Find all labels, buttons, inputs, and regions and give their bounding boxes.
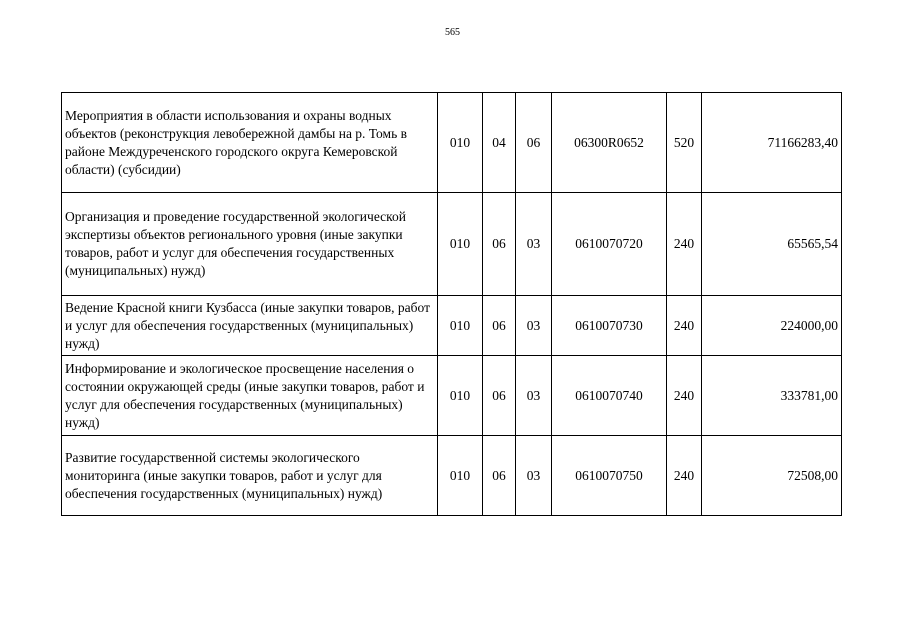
row-description: Информирование и экологическое просвещение населения о состоянии окружающей среды (иные закупки товаров, работ и услуг для обеспечения государственных (муниципальных) нужд) (62, 356, 438, 436)
ministry-code: 010 (438, 93, 483, 193)
table-row (62, 193, 842, 296)
amount: 71166283,40 (702, 93, 842, 193)
target-code: 06300R0652 (552, 93, 667, 193)
table-row (62, 296, 842, 356)
section-code: 06 (483, 436, 516, 516)
row-description: Развитие государственной системы экологического мониторинга (иные закупки товаров, работ и услуг для обеспечения государственных (муниципальных) нужд) (62, 436, 438, 516)
subsection-code: 03 (516, 436, 552, 516)
target-code: 0610070750 (552, 436, 667, 516)
subsection-code: 03 (516, 193, 552, 296)
row-description: Ведение Красной книги Кузбасса (иные закупки товаров, работ и услуг для обеспечения государственных (муниципальных) нужд) (62, 296, 438, 356)
ministry-code: 010 (438, 356, 483, 436)
ministry-code: 010 (438, 193, 483, 296)
expense-type-code: 240 (667, 296, 702, 356)
target-code: 0610070720 (552, 193, 667, 296)
amount: 224000,00 (702, 296, 842, 356)
amount: 72508,00 (702, 436, 842, 516)
ministry-code: 010 (438, 436, 483, 516)
page-number: 565 (445, 27, 460, 38)
row-description: Организация и проведение государственной экологической экспертизы объектов регионального уровня (иные закупки товаров, работ и услуг для обеспечения государственных (муниципальных) нужд) (62, 193, 438, 296)
section-code: 06 (483, 296, 516, 356)
target-code: 0610070730 (552, 296, 667, 356)
subsection-code: 03 (516, 356, 552, 436)
table-row (62, 356, 842, 436)
budget-table (61, 92, 842, 516)
table-row (62, 93, 842, 193)
row-description: Мероприятия в области использования и охраны водных объектов (реконструкция левобережной дамбы на р. Томь в районе Междуреченского городского округа Кемеровской области) (субсидии) (62, 93, 438, 193)
subsection-code: 03 (516, 296, 552, 356)
amount: 65565,54 (702, 193, 842, 296)
subsection-code: 06 (516, 93, 552, 193)
ministry-code: 010 (438, 296, 483, 356)
section-code: 06 (483, 356, 516, 436)
amount: 333781,00 (702, 356, 842, 436)
expense-type-code: 240 (667, 436, 702, 516)
target-code: 0610070740 (552, 356, 667, 436)
table-row (62, 436, 842, 516)
expense-type-code: 240 (667, 193, 702, 296)
expense-type-code: 240 (667, 356, 702, 436)
section-code: 04 (483, 93, 516, 193)
section-code: 06 (483, 193, 516, 296)
expense-type-code: 520 (667, 93, 702, 193)
